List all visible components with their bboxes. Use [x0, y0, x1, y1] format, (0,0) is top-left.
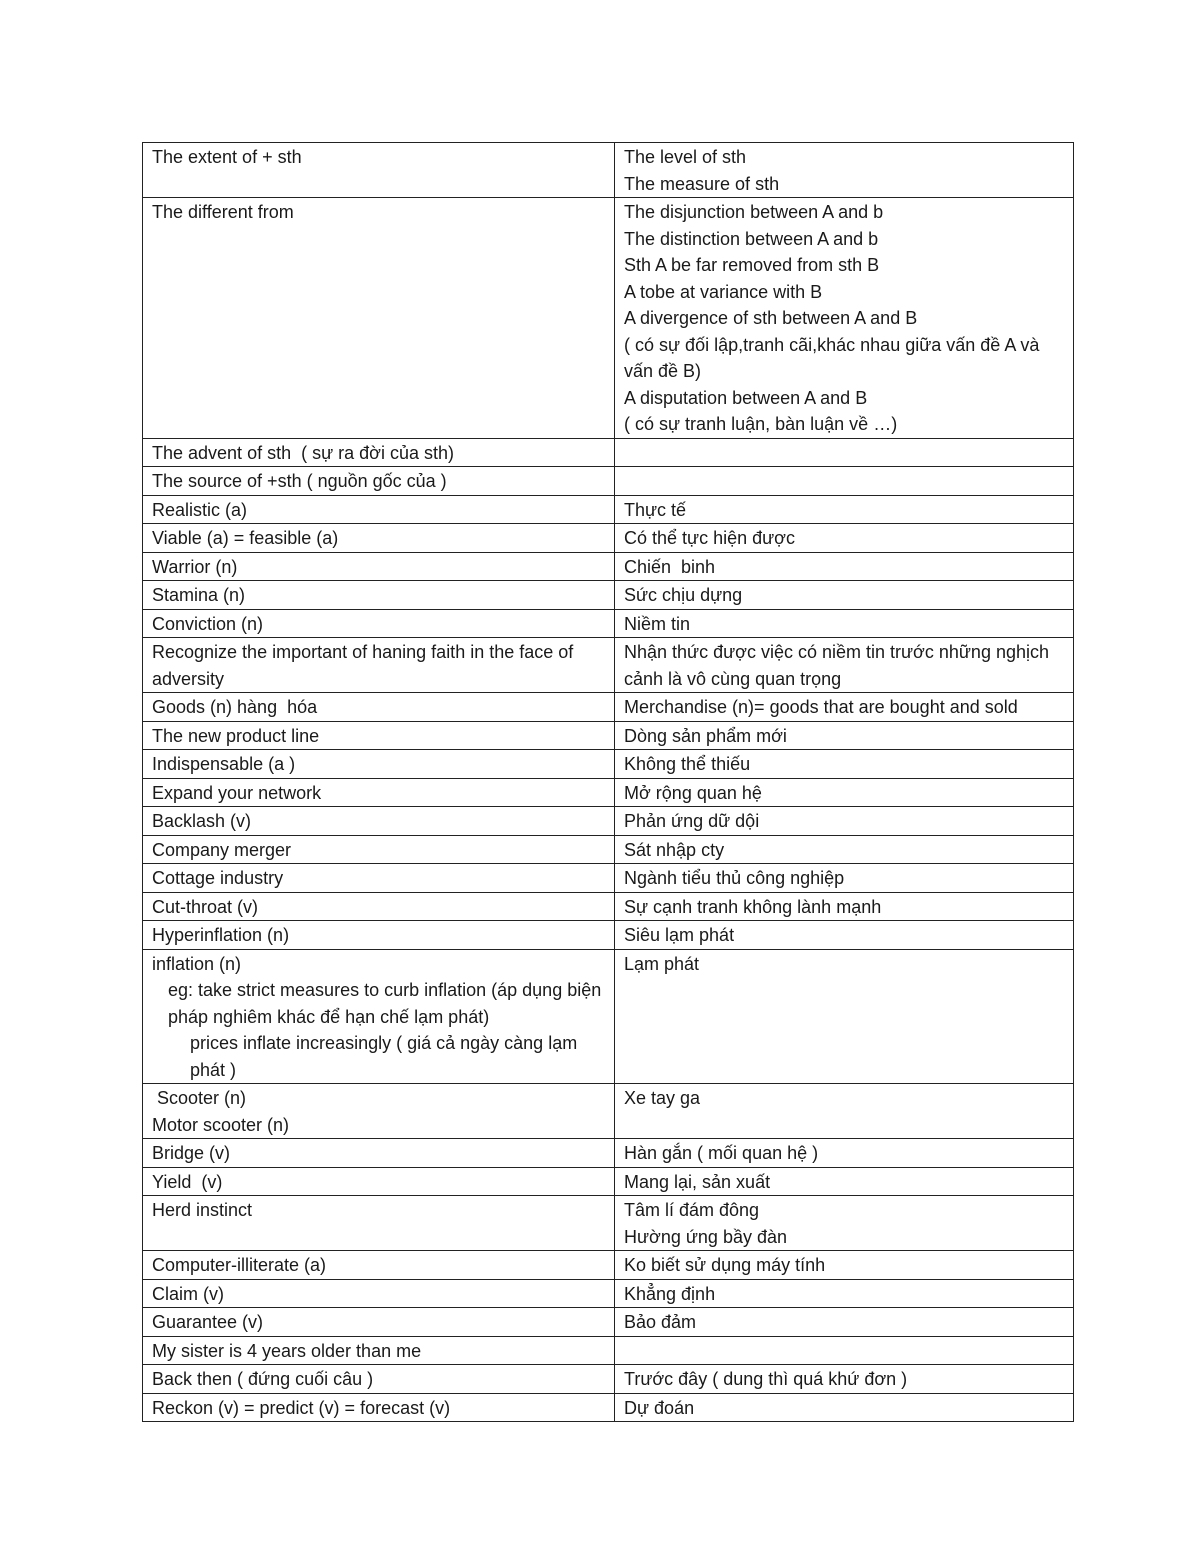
meaning-cell [615, 1393, 1074, 1422]
meaning-cell [615, 807, 1074, 836]
term-text: Guarantee (v) [152, 1312, 264, 1332]
term-text: Stamina (n) [152, 585, 246, 605]
meaning-cell [615, 1279, 1074, 1308]
meaning-text: Hường ứng bầy đàn [624, 1226, 788, 1247]
table-row [143, 1393, 1074, 1422]
term-cell [143, 778, 615, 807]
meaning-text: The level of sth [624, 147, 747, 167]
meaning-cell [615, 143, 1074, 198]
meaning-text: Xe tay ga [624, 1088, 701, 1108]
term-text: My sister is 4 years older than me [152, 1340, 422, 1361]
table-row [143, 1279, 1074, 1308]
term-cell [143, 552, 615, 581]
meaning-text: Trước đây ( dung thì quá khứ đơn ) [624, 1369, 908, 1389]
term-cell [143, 1393, 615, 1422]
meaning-cell [615, 693, 1074, 722]
meaning-text: Dự đoán [624, 1397, 695, 1418]
table-row [143, 143, 1074, 198]
term-cell [143, 638, 615, 693]
meaning-text: Lạm phát [624, 953, 700, 974]
meaning-cell [615, 609, 1074, 638]
term-text: The different from [152, 202, 294, 222]
term-text: Herd instinct [152, 1200, 253, 1220]
term-text: Viable (a) = feasible (a) [152, 528, 339, 548]
table-row [143, 1308, 1074, 1337]
table-row [143, 1251, 1074, 1280]
term-text: Recognize the important of haning faith in the face of adversity [152, 642, 579, 689]
meaning-cell [615, 1167, 1074, 1196]
term-text: Warrior (n) [152, 556, 238, 577]
term-text: Goods (n) hàng hóa [152, 697, 318, 717]
term-text: Company merger [152, 839, 292, 860]
meaning-text: Hàn gắn ( mối quan hệ ) [624, 1143, 819, 1163]
term-cell [143, 1139, 615, 1168]
meaning-text: Dòng sản phẩm mới [624, 725, 787, 746]
term-cell [143, 1336, 615, 1365]
table-row [143, 835, 1074, 864]
table-row [143, 1336, 1074, 1365]
meaning-cell [615, 1308, 1074, 1337]
meaning-cell [615, 921, 1074, 950]
meaning-text: ( có sự đối lập,tranh cãi,khác nhau giữa vấn đề A và vấn đề B) [624, 334, 1045, 381]
table-row [143, 1196, 1074, 1251]
table-row [143, 609, 1074, 638]
meaning-text: Không thể thiếu [624, 754, 751, 774]
table-row [143, 949, 1074, 1084]
table-row [143, 892, 1074, 921]
term-cell [143, 1279, 615, 1308]
term-text: The source of +sth ( nguồn gốc của ) [152, 471, 447, 491]
meaning-text: A disputation between A and B [624, 387, 868, 408]
term-cell [143, 609, 615, 638]
term-cell [143, 949, 615, 1084]
term-text: Expand your network [152, 782, 322, 803]
term-cell [143, 1084, 615, 1139]
meaning-text: Nhận thức được việc có niềm tin trước những nghịch cảnh là vô cùng quan trọng [624, 642, 1055, 689]
meaning-cell [615, 778, 1074, 807]
meaning-text: The disjunction between A and b [624, 202, 884, 222]
meaning-cell [615, 949, 1074, 1084]
meaning-text: Siêu lạm phát [624, 925, 735, 945]
table-row [143, 864, 1074, 893]
meaning-text: Chiến binh [624, 556, 716, 577]
meaning-text: Merchandise (n)= goods that are bought and sold [624, 697, 1018, 717]
meaning-cell [615, 1196, 1074, 1251]
term-cell [143, 143, 615, 198]
meaning-text: Mở rộng quan hệ [624, 782, 762, 803]
table-row [143, 467, 1074, 496]
term-cell [143, 581, 615, 610]
term-cell [143, 1167, 615, 1196]
term-cell [143, 198, 615, 439]
meaning-text: Khẳng định [624, 1283, 716, 1304]
term-text: Backlash (v) [152, 811, 252, 831]
term-cell [143, 693, 615, 722]
meaning-text: Thực tế [624, 499, 687, 520]
table-row [143, 750, 1074, 779]
table-row [143, 524, 1074, 553]
table-row [143, 1365, 1074, 1394]
meaning-cell [615, 1251, 1074, 1280]
table-row [143, 921, 1074, 950]
meaning-cell [615, 438, 1074, 467]
meaning-cell [615, 835, 1074, 864]
term-text: Claim (v) [152, 1283, 224, 1304]
term-cell [143, 495, 615, 524]
term-cell [143, 892, 615, 921]
meaning-text: Ngành tiểu thủ công nghiệp [624, 868, 845, 888]
table-row [143, 438, 1074, 467]
term-text: Bridge (v) [152, 1143, 231, 1163]
term-cell [143, 1251, 615, 1280]
meaning-text: Sát nhập cty [624, 839, 725, 860]
term-text: inflation (n) [152, 953, 242, 974]
meaning-text: ( có sự tranh luận, bàn luận về …) [624, 414, 898, 434]
meaning-text: Bảo đảm [624, 1312, 697, 1332]
meaning-cell [615, 864, 1074, 893]
term-text: Realistic (a) [152, 499, 248, 520]
term-text: Cottage industry [152, 868, 284, 888]
meaning-text: Phản ứng dữ dội [624, 811, 760, 831]
table-row [143, 1084, 1074, 1139]
meaning-cell [615, 581, 1074, 610]
term-text: Scooter (n) [152, 1088, 247, 1108]
term-cell [143, 921, 615, 950]
meaning-cell [615, 467, 1074, 496]
vocabulary-table-body [143, 143, 1074, 1422]
table-row [143, 581, 1074, 610]
term-cell [143, 438, 615, 467]
meaning-text: Mang lại, sản xuất [624, 1171, 771, 1192]
meaning-cell [615, 1139, 1074, 1168]
term-text: prices inflate increasingly ( giá cả ngày càng lạm phát ) [190, 1033, 583, 1080]
term-text: Hyperinflation (n) [152, 925, 290, 945]
meaning-cell [615, 198, 1074, 439]
meaning-text: Sức chịu dựng [624, 585, 743, 605]
term-cell [143, 750, 615, 779]
meaning-cell [615, 638, 1074, 693]
term-text: Back then ( đứng cuối câu ) [152, 1369, 374, 1389]
meaning-text: Tâm lí đám đông [624, 1200, 760, 1220]
table-row [143, 1167, 1074, 1196]
meaning-text: A divergence of sth between A and B [624, 308, 918, 328]
meaning-cell [615, 552, 1074, 581]
term-text: The new product line [152, 725, 320, 746]
term-cell [143, 1308, 615, 1337]
meaning-text: Niềm tin [624, 613, 691, 634]
term-text: Yield (v) [152, 1171, 223, 1192]
meaning-text: The measure of sth [624, 173, 780, 194]
term-cell [143, 524, 615, 553]
term-text: Motor scooter (n) [152, 1114, 290, 1135]
meaning-text: Có thể tực hiện được [624, 528, 795, 548]
term-cell [143, 721, 615, 750]
meaning-cell [615, 1336, 1074, 1365]
table-row [143, 198, 1074, 439]
term-cell [143, 835, 615, 864]
meaning-cell [615, 495, 1074, 524]
table-row [143, 1139, 1074, 1168]
meaning-cell [615, 721, 1074, 750]
meaning-text: Ko biết sử dụng máy tính [624, 1255, 826, 1275]
meaning-text: Sự cạnh tranh không lành mạnh [624, 896, 882, 917]
meaning-cell [615, 750, 1074, 779]
term-cell [143, 1365, 615, 1394]
meaning-text: The distinction between A and b [624, 228, 879, 249]
meaning-cell [615, 524, 1074, 553]
table-row [143, 495, 1074, 524]
table-row [143, 638, 1074, 693]
term-cell [143, 864, 615, 893]
table-row [143, 721, 1074, 750]
table-row [143, 552, 1074, 581]
term-text: Indispensable (a ) [152, 754, 296, 774]
table-row [143, 807, 1074, 836]
term-cell [143, 807, 615, 836]
meaning-cell [615, 892, 1074, 921]
term-text: Cut-throat (v) [152, 896, 259, 917]
table-row [143, 778, 1074, 807]
term-text: eg: take strict measures to curb inflation (áp dụng biện pháp nghiêm khác để hạn chế lạm phát) [168, 980, 607, 1027]
term-cell [143, 467, 615, 496]
table-row [143, 693, 1074, 722]
term-text: The extent of + sth [152, 147, 302, 167]
meaning-cell [615, 1084, 1074, 1139]
term-text: Computer-illiterate (a) [152, 1255, 327, 1275]
term-text: Reckon (v) = predict (v) = forecast (v) [152, 1397, 451, 1418]
term-text: Conviction (n) [152, 613, 264, 634]
meaning-cell [615, 1365, 1074, 1394]
term-cell [143, 1196, 615, 1251]
meaning-text: Sth A be far removed from sth B [624, 255, 880, 275]
vocabulary-table [142, 142, 1074, 1422]
meaning-text: A tobe at variance with B [624, 281, 823, 302]
term-text: The advent of sth ( sự ra đời của sth) [152, 442, 454, 463]
